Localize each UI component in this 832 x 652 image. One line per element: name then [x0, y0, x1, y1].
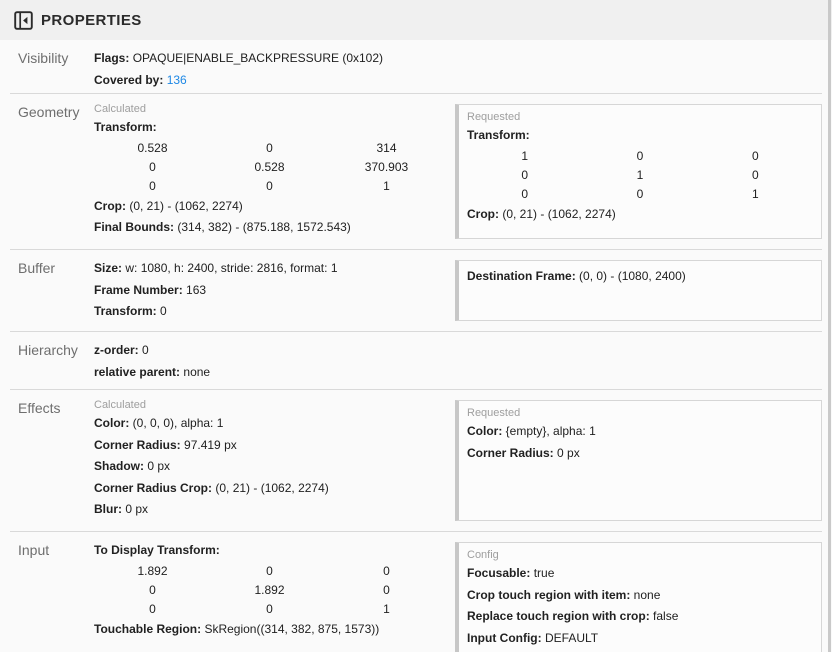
properties-header [0, 0, 832, 40]
to-display-transform-key: To Display Transform: [94, 543, 220, 557]
matrix-cell: 1 [636, 167, 644, 182]
panel-title: PROPERTIES [41, 11, 142, 29]
replace-touch-region-value: false [653, 609, 679, 623]
touchable-region-row [94, 619, 445, 641]
section-label-input: Input [18, 542, 50, 558]
frame-number-key: Frame Number: [94, 282, 183, 297]
focusable-row [467, 563, 813, 585]
matrix-cell: 0 [636, 186, 644, 201]
section-input [10, 532, 822, 652]
corner-radius-row [94, 435, 445, 457]
matrix-cell: 0.528 [254, 159, 285, 174]
focusable-value: true [533, 566, 555, 580]
z-order-row [94, 340, 822, 362]
corner-radius-row [467, 443, 813, 465]
color-key: Color: [94, 416, 130, 430]
input-config-key: Input Config: [467, 630, 542, 645]
z-order-value: 0 [142, 343, 149, 357]
color-value: (0, 0, 0), alpha: 1 [132, 416, 224, 430]
geometry-requested-box [455, 104, 822, 239]
crop-value: (0, 21) - (1062, 2274) [502, 206, 616, 221]
color-value: {empty}, alpha: 1 [505, 424, 596, 438]
color-row [467, 421, 813, 443]
buffer-transform-value: 0 [160, 304, 167, 318]
relative-parent-row [94, 362, 822, 384]
matrix-cell: 1 [521, 148, 528, 163]
section-label-effects: Effects [18, 400, 61, 416]
geometry-requested-matrix [467, 147, 813, 204]
matrix-cell: 0 [383, 582, 390, 597]
crop-row [467, 204, 813, 226]
calculated-tag: Calculated [94, 103, 146, 115]
matrix-cell: 0 [149, 601, 156, 616]
config-tag: Config [467, 549, 499, 561]
matrix-cell: 1 [383, 178, 390, 193]
flags-row [94, 48, 822, 70]
flags-value: OPAQUE|ENABLE_BACKPRESSURE (0x102) [132, 51, 384, 65]
input-config-row [467, 628, 813, 650]
frame-number-value: 163 [186, 282, 207, 297]
vertical-scrollbar[interactable] [828, 0, 831, 652]
matrix-cell: 314 [376, 140, 397, 155]
matrix-cell: 370.903 [364, 159, 409, 174]
section-label-visibility: Visibility [18, 50, 69, 66]
touchable-region-value: SkRegion((314, 382, 875, 1573)) [204, 621, 380, 636]
buffer-transform-key: Transform: [94, 304, 157, 318]
size-value: w: 1080, h: 2400, stride: 2816, format: 1 [125, 261, 338, 275]
matrix-cell: 0 [383, 563, 390, 578]
section-label-buffer: Buffer [18, 260, 56, 276]
crop-touch-region-value: none [633, 587, 661, 602]
matrix-cell: 0 [266, 563, 273, 578]
matrix-cell: 0 [149, 178, 156, 193]
crop-value: (0, 21) - (1062, 2274) [129, 198, 243, 213]
flags-key: Flags: [94, 51, 130, 65]
shadow-row [94, 456, 445, 478]
crop-key: Crop: [94, 198, 126, 213]
matrix-cell: 0 [149, 159, 156, 174]
touchable-region-key: Touchable Region: [94, 621, 202, 636]
section-hierarchy [10, 332, 822, 390]
matrix-cell: 0 [266, 178, 273, 193]
blur-key: Blur: [94, 502, 122, 516]
calculated-tag: Calculated [94, 399, 146, 411]
matrix-cell: 0 [149, 582, 156, 597]
crop-key: Crop: [467, 206, 499, 221]
effects-requested-box [455, 400, 822, 521]
input-config-value: DEFAULT [544, 630, 599, 645]
size-row [94, 258, 445, 280]
final-bounds-row [94, 217, 445, 239]
matrix-cell: 0 [266, 140, 273, 155]
geometry-calculated-matrix [94, 139, 445, 196]
corner-radius-crop-value: (0, 21) - (1062, 2274) [215, 480, 329, 495]
matrix-cell: 0 [521, 186, 528, 201]
transform-label-row [94, 117, 445, 139]
section-buffer [10, 250, 822, 332]
section-label-geometry: Geometry [18, 104, 80, 120]
z-order-key: z-order: [94, 343, 139, 357]
covered-by-key: Covered by: [94, 72, 164, 87]
corner-radius-value: 97.419 px [184, 437, 237, 452]
final-bounds-value: (314, 382) - (875.188, 1572.543) [177, 220, 351, 234]
matrix-cell: 1.892 [254, 582, 285, 597]
relative-parent-key: relative parent: [94, 364, 181, 379]
destination-frame-key: Destination Frame: [467, 269, 576, 283]
destination-frame-row [467, 266, 813, 288]
color-row [94, 413, 445, 435]
shadow-key: Shadow: [94, 459, 144, 473]
covered-by-row [94, 70, 822, 92]
to-display-transform-row [94, 540, 445, 562]
corner-radius-crop-key: Corner Radius Crop: [94, 480, 213, 495]
relative-parent-value: none [183, 364, 211, 379]
replace-touch-region-row [467, 606, 813, 628]
matrix-cell: 0 [751, 167, 759, 182]
section-effects [10, 390, 822, 532]
input-config-box [455, 542, 822, 652]
section-label-hierarchy: Hierarchy [18, 342, 78, 358]
buffer-transform-row [94, 301, 445, 323]
requested-tag: Requested [467, 407, 521, 419]
frame-number-row [94, 280, 445, 302]
final-bounds-key: Final Bounds: [94, 220, 174, 234]
crop-row [94, 196, 445, 218]
matrix-cell: 1 [383, 601, 390, 616]
matrix-cell: 0 [266, 601, 273, 616]
transform-key: Transform: [94, 120, 157, 134]
matrix-cell: 0.528 [137, 140, 168, 155]
crop-touch-region-key: Crop touch region with item: [467, 587, 631, 602]
blur-value: 0 px [125, 502, 149, 516]
blur-row [94, 499, 445, 521]
requested-tag: Requested [467, 111, 521, 123]
transform-label-row [467, 125, 813, 147]
matrix-cell: 0 [521, 167, 528, 182]
replace-touch-region-key: Replace touch region with crop: [467, 609, 650, 623]
matrix-cell: 1 [751, 186, 759, 201]
section-geometry [10, 94, 822, 250]
color-key: Color: [467, 424, 503, 438]
input-transform-matrix [94, 562, 445, 619]
matrix-cell: 0 [751, 148, 759, 163]
corner-radius-crop-row [94, 478, 445, 500]
focusable-key: Focusable: [467, 566, 531, 580]
covered-by-link[interactable]: 136 [166, 72, 187, 87]
matrix-cell: 0 [636, 148, 644, 163]
corner-radius-key: Corner Radius: [94, 437, 181, 452]
crop-touch-region-row [467, 585, 813, 607]
shadow-value: 0 px [147, 459, 171, 473]
properties-panel-icon [14, 11, 33, 30]
corner-radius-value: 0 px [557, 445, 580, 460]
transform-key: Transform: [467, 128, 530, 142]
size-key: Size: [94, 261, 123, 275]
matrix-cell: 1.892 [137, 563, 168, 578]
destination-frame-value: (0, 0) - (1080, 2400) [579, 269, 686, 283]
corner-radius-key: Corner Radius: [467, 445, 554, 460]
buffer-requested-box [455, 260, 822, 321]
properties-content [10, 40, 822, 652]
section-visibility [10, 40, 822, 94]
